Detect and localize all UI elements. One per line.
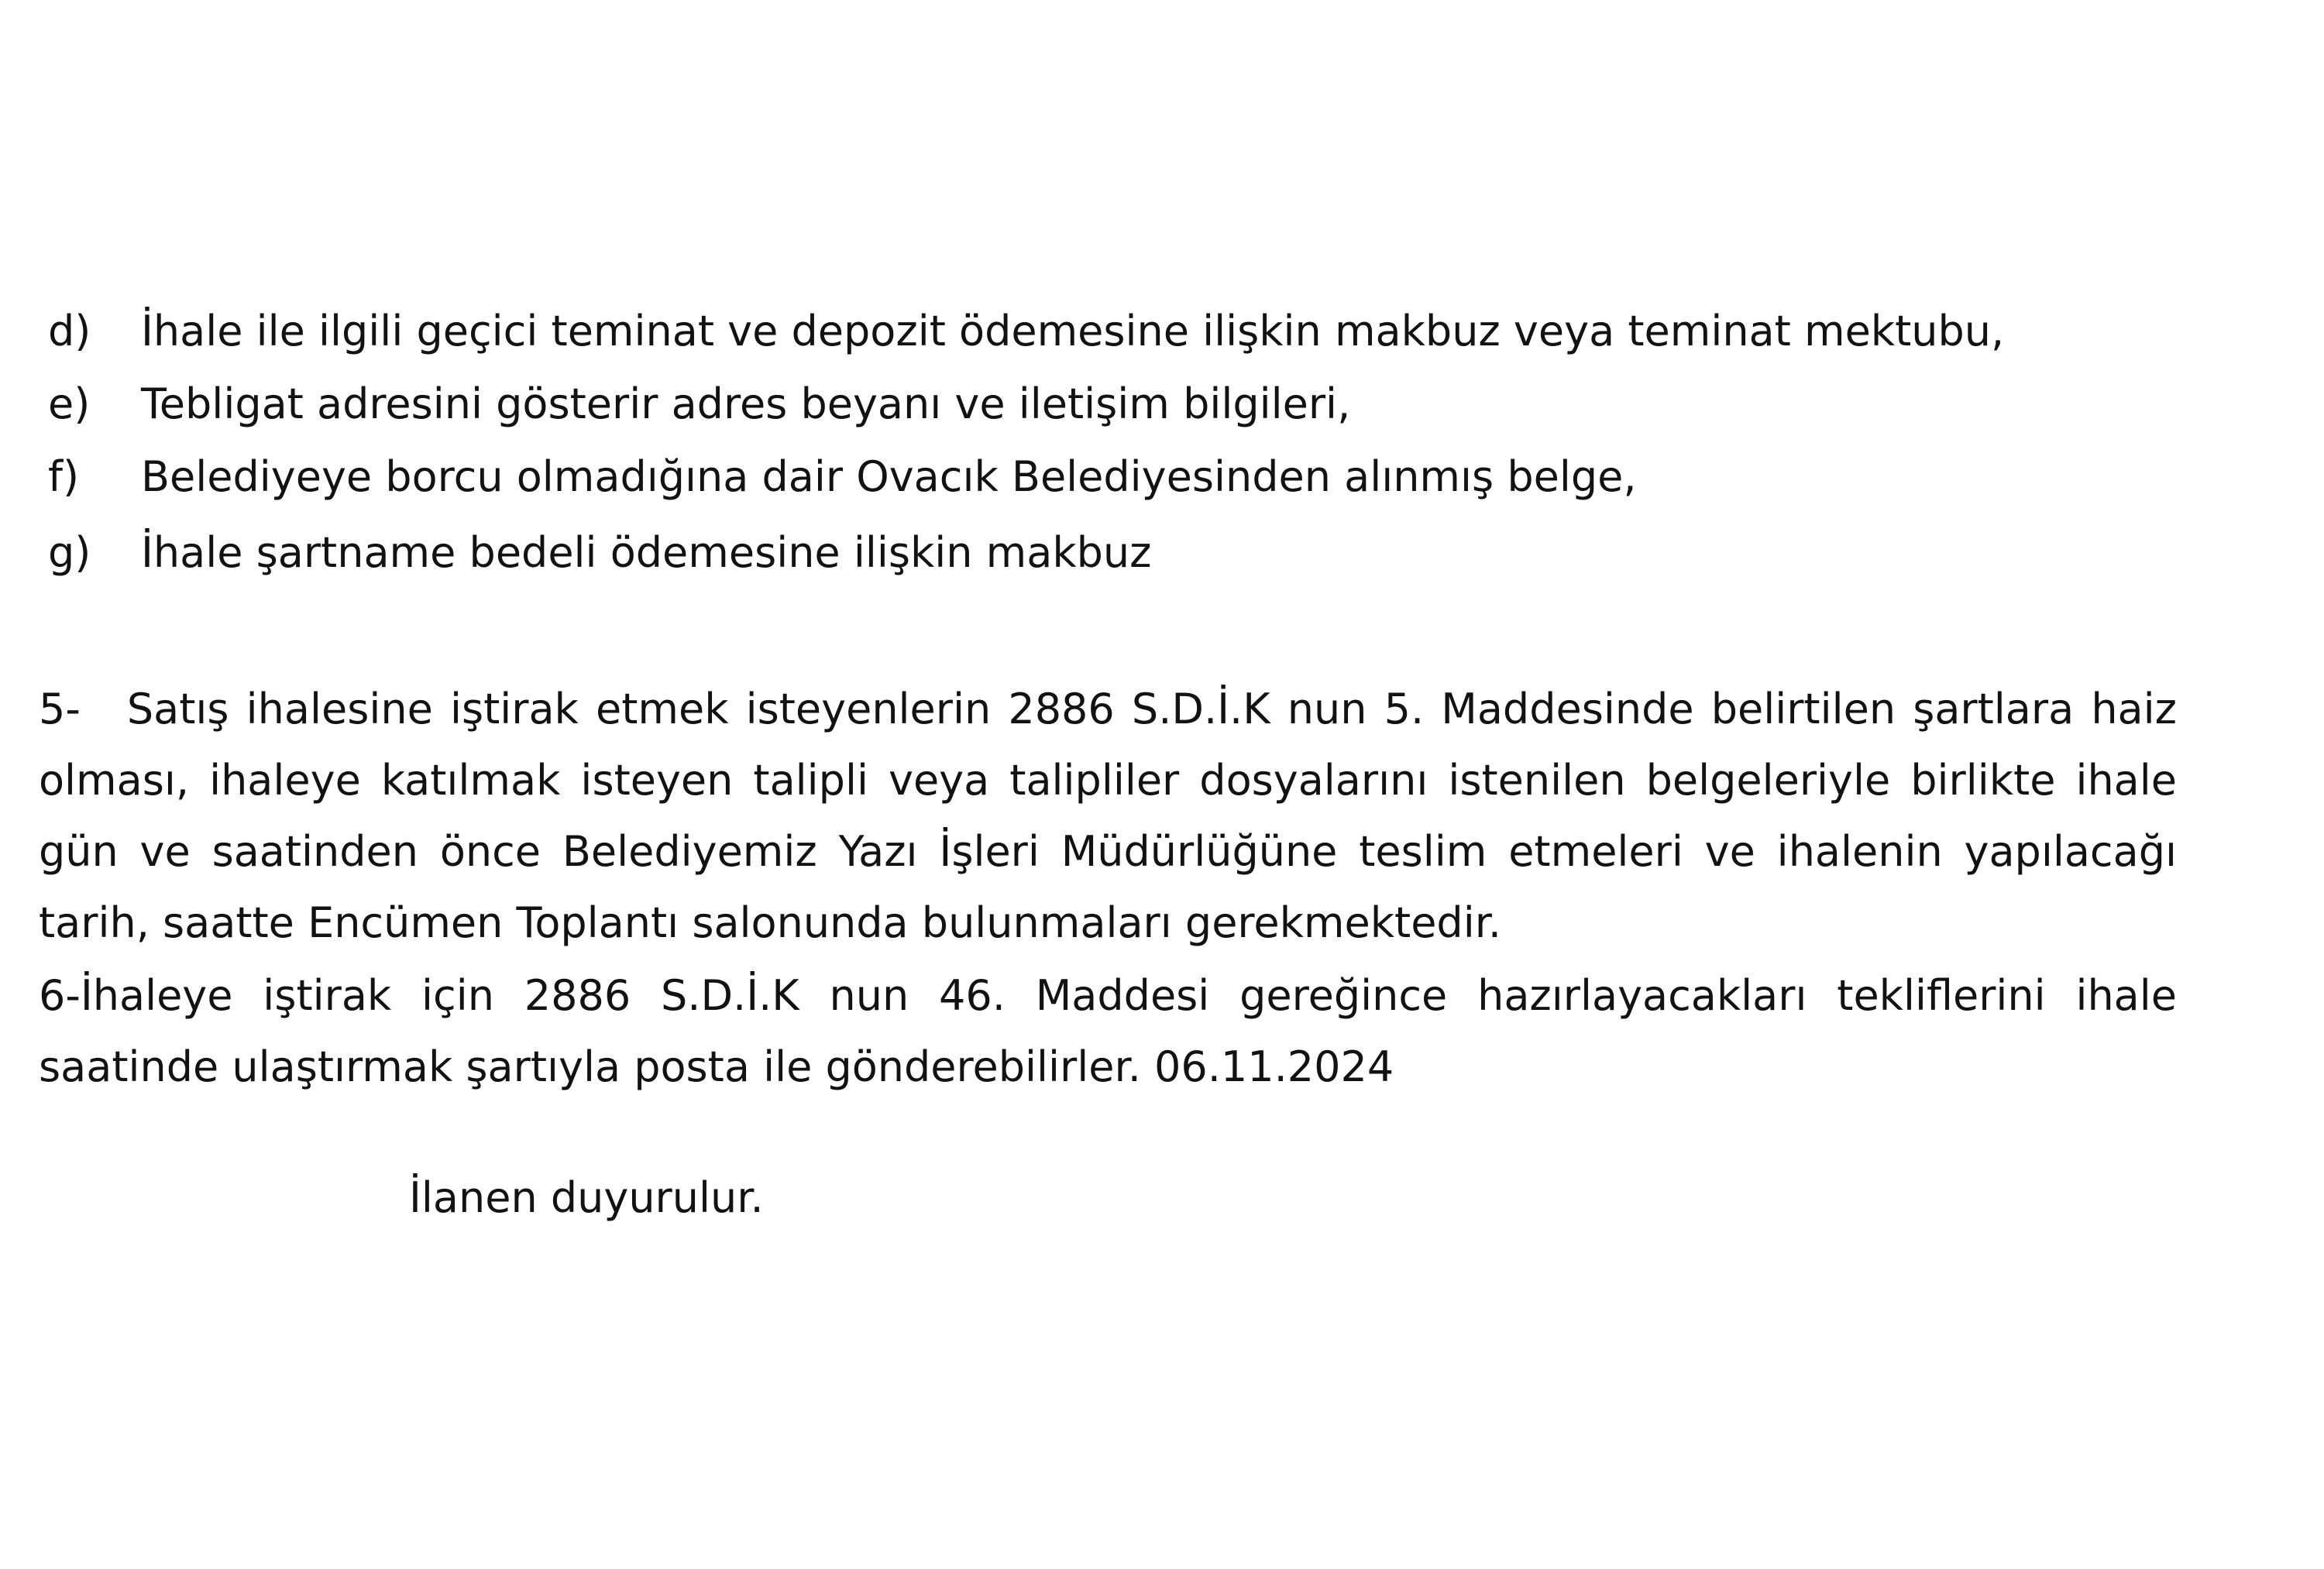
requirement-item-e — [48, 379, 1350, 429]
requirement-marker: g) — [48, 528, 91, 577]
requirement-text: Belediyeye borcu olmadığına dair Ovacık Belediyesinden alınmış belge, — [141, 452, 1637, 501]
requirement-marker: d) — [48, 307, 91, 355]
requirement-item-d — [48, 307, 2004, 356]
requirement-marker: e) — [48, 379, 91, 428]
clause-text: 6-İhaleye iştirak için 2886 S.D.İ.K nun 46. Maddesi gereğince hazırlayacakları tekliflerini ihale saatinde ulaştırmak şartıyla posta ile gönderebilirler. 06.11.2024 — [39, 971, 2177, 1091]
clause-text: Satış ihalesine iştirak etmek isteyenlerin 2886 S.D.İ.K nun 5. Maddesinde belirtilen şartlara haiz olması, ihaleye katılmak isteyen talipli veya talipliler dosyalarını istenilen belgeleriyle birlikte ihale gün ve saatinden önce Belediyemiz Yazı İşleri Müdürlüğüne teslim etmeleri ve ihalenin yapılacağı tarih, saatte Encümen Toplantı salonunda bulunmaları gerekmektedir. — [39, 685, 2177, 947]
requirement-item-g — [48, 528, 1151, 578]
requirement-text: Tebligat adresini gösterir adres beyanı ve iletişim bilgileri, — [141, 379, 1351, 428]
clause-6 — [39, 960, 2177, 1103]
requirement-text: İhale şartname bedeli ödemesine ilişkin makbuz — [141, 528, 1152, 577]
requirement-text: İhale ile ilgili geçici teminat ve depozit ödemesine ilişkin makbuz veya teminat mektubu, — [141, 307, 2005, 355]
closing-statement: İlanen duyurulur. — [409, 1173, 764, 1222]
requirement-marker: f) — [48, 452, 80, 501]
clause-number: 5- — [39, 685, 81, 733]
requirement-item-f — [48, 452, 1637, 502]
clause-5 — [39, 674, 2177, 959]
